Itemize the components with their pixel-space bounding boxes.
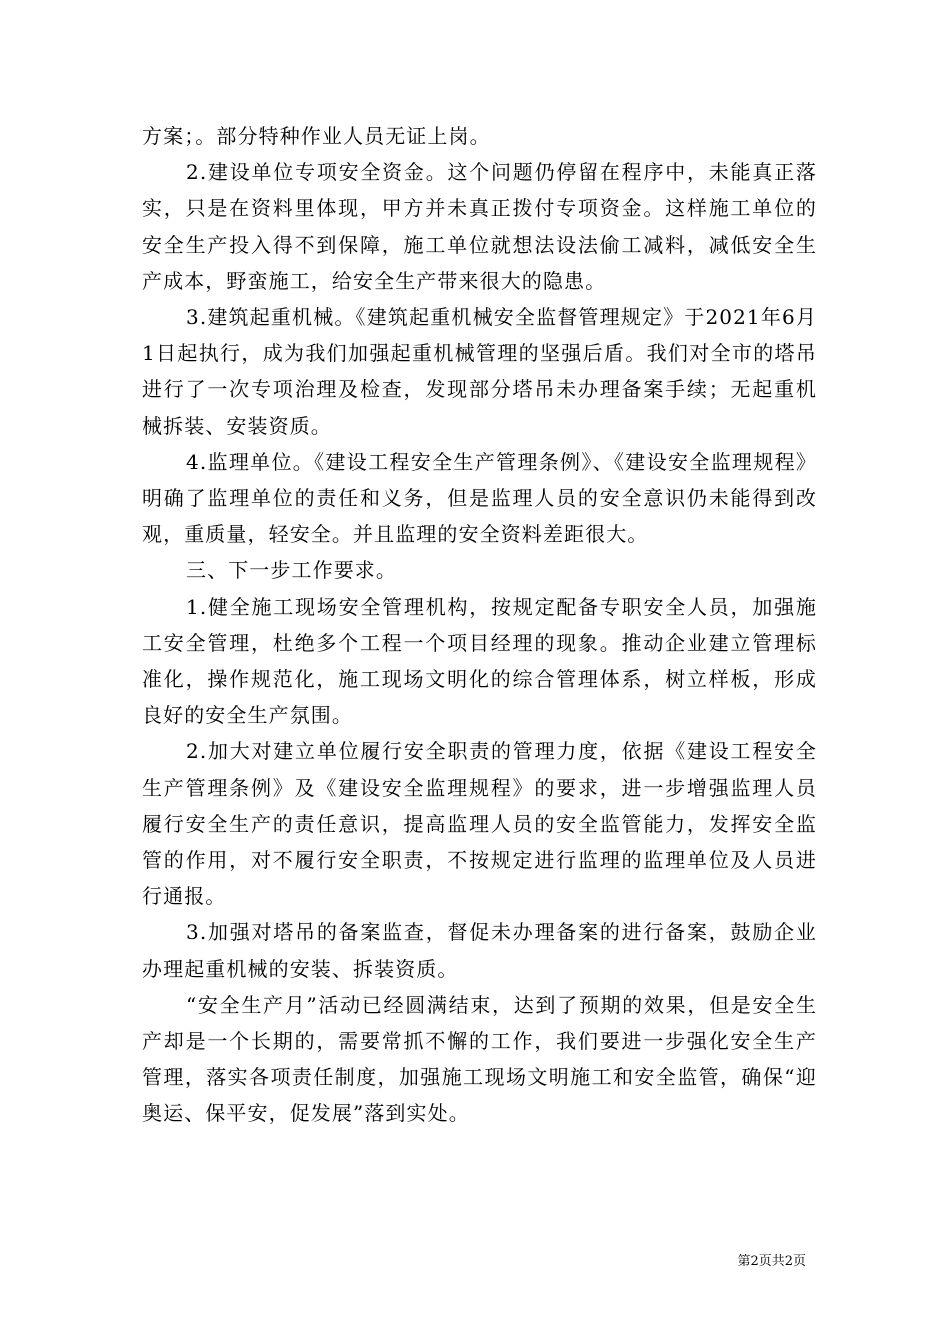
document-body: [142, 118, 817, 1132]
paragraph-construction-funds: 2.建设单位专项安全资金。这个问题仍停留在程序中，未能真正落实，只是在资料里体现，甲方并未真正拨付专项资金。这样施工单位的安全生产投入得不到保障，施工单位就想法设法偷工减料，减低安全生产成本，野蛮施工，给安全生产带来很大的隐患。: [142, 160, 817, 293]
paragraph-requirement-3: 3.加强对塔吊的备案监查，督促未办理备案的进行备案，鼓励企业办理起重机械的安装、拆装资质。: [142, 920, 817, 981]
page-number-footer: 第2页共2页: [737, 1254, 806, 1269]
paragraph-requirement-1: 1.健全施工现场安全管理机构，按规定配备专职安全人员，加强施工安全管理，杜绝多个工程一个项目经理的现象。推动企业建立管理标准化，操作规范化，施工现场文明化的综合管理体系，树立样板，形成良好的安全生产氛围。: [142, 594, 817, 728]
section-heading-next-steps: 三、下一步工作要求。: [186, 558, 397, 583]
paragraph-lifting-machinery: 3.建筑起重机械。《建筑起重机械安全监督管理规定》于2021年6月1日起执行，成为我们加强起重机械管理的坚强后盾。我们对全市的塔吊进行了一次专项治理及检查，发现部分塔吊未办理备案手续；无起重机械拆装、安装资质。: [142, 305, 817, 438]
paragraph-conclusion: “安全生产月”活动已经圆满结束，达到了预期的效果，但是安全生产却是一个长期的，需要常抓不懈的工作，我们要进一步强化安全生产管理，落实各项责任制度，加强施工现场文明施工和安全监管，确保“迎奥运、保平安，促发展”落到实处。: [142, 992, 817, 1126]
paragraph-requirement-2: 2.加大对建立单位履行安全职责的管理力度，依据《建设工程安全生产管理条例》及《建设安全监理规程》的要求，进一步增强监理人员履行安全生产的责任意识，提高监理人员的安全监管能力，发挥安全监管的作用，对不履行安全职责，不按规定进行监理的监理单位及人员进行通报。: [142, 739, 817, 909]
paragraph-continuation: 方案；。部分特种作业人员无证上岗。: [142, 124, 491, 148]
paragraph-supervision-unit: 4.监理单位。《建设工程安全生产管理条例》、《建设安全监理规程》明确了监理单位的责任和义务，但是监理人员的安全意识仍未能得到改观，重质量，轻安全。并且监理的安全资料差距很大。: [142, 449, 817, 547]
